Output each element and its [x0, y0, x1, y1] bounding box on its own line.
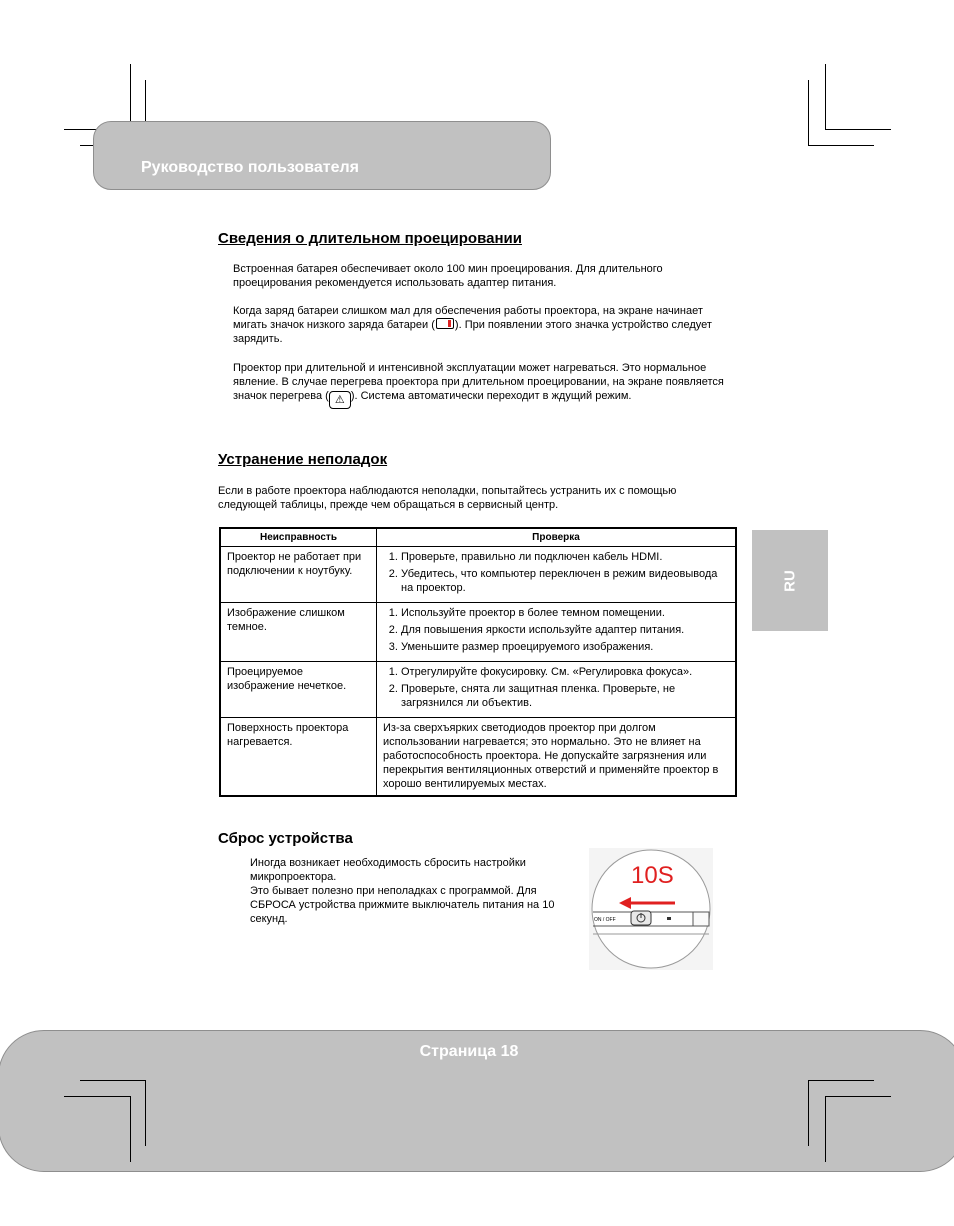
- column-header: Проверка: [377, 528, 737, 547]
- problem-cell: Изображение слишком темное.: [220, 603, 377, 662]
- crop-mark: [808, 1080, 874, 1081]
- document-title: Руководство пользователя: [141, 159, 359, 176]
- table-row: [220, 718, 736, 797]
- overheat-icon: ⚠: [329, 391, 351, 409]
- check-cell: [377, 547, 737, 603]
- list-item: 1. Отрегулируйте фокусировку. См. «Регулировка фокуса».: [401, 665, 729, 679]
- timer-label: 10S: [631, 862, 674, 889]
- table-row: [220, 603, 736, 662]
- crop-mark: [808, 80, 809, 146]
- table-row: [220, 547, 736, 603]
- crop-mark: [825, 1096, 891, 1097]
- language-tab: [752, 530, 828, 631]
- list-item: 3. Уменьшите размер проецируемого изображения.: [401, 640, 729, 654]
- header-banner: [93, 121, 551, 190]
- list-item: 1. Используйте проектор в более темном помещении.: [401, 606, 729, 620]
- problem-cell: Проектор не работает при подключении к ноутбуку.: [220, 547, 377, 603]
- paragraph: Встроенная батарея обеспечивает около 100 мин проецирования. Для длительного проецирования рекомендуется использовать адаптер питания.: [233, 263, 663, 289]
- paragraph: Если в работе проектора наблюдаются неполадки, попытайтесь устранить их с помощью следующей таблицы, прежде чем обращаться в сервисный центр.: [218, 485, 677, 511]
- list-item: 2. Проверьте, снята ли защитная пленка. Проверьте, не загрязнился ли объектив.: [401, 682, 729, 710]
- page-number: Страница 18: [419, 1043, 519, 1060]
- reset-illustration: [589, 848, 713, 970]
- paragraph: Иногда возникает необходимость сбросить настройки микропроектора.: [250, 857, 526, 883]
- footer-banner: [0, 1030, 954, 1172]
- crop-mark: [825, 1096, 826, 1162]
- paragraph: Проектор при длительной и интенсивной эксплуатации может нагреваться. Это нормальное явление. В случае перегрева проектора при длительном проецировании, на экране появляется значок перегрева ( ⚠ ). Система автоматически переходит в ждущий режим.: [233, 361, 733, 409]
- switch-label: ON / OFF: [594, 917, 616, 923]
- check-cell: Из-за сверхъярких светодиодов проектор при долгом использовании нагревается; это нормально. Это не влияет на работоспособность проектора. Не допускайте загрязнения или перекрытия вентиляционных отверстий и применяйте проектор в хорошо вентилируемых местах.: [377, 718, 737, 797]
- lock-icon: [667, 917, 671, 920]
- crop-mark: [808, 145, 874, 146]
- crop-mark: [64, 1096, 130, 1097]
- language-label: RU: [781, 569, 799, 592]
- crop-mark: [825, 64, 826, 130]
- crop-mark: [80, 1080, 146, 1081]
- section-title-reset: Сброс устройства: [218, 830, 353, 847]
- list-item: 2. Убедитесь, что компьютер переключен в режим видеовывода на проектор.: [401, 567, 729, 595]
- section-title-troubleshooting: Устранение неполадок: [218, 451, 388, 468]
- table-header-row: [220, 528, 736, 547]
- list-item: 2. Для повышения яркости используйте адаптер питания.: [401, 623, 729, 637]
- crop-mark: [130, 1096, 131, 1162]
- low-battery-icon: [436, 318, 454, 329]
- problem-cell: Поверхность проектора нагревается.: [220, 718, 377, 797]
- problem-cell: Проецируемое изображение нечеткое.: [220, 662, 377, 718]
- list-item: 1. Проверьте, правильно ли подключен кабель HDMI.: [401, 550, 729, 564]
- check-cell: [377, 662, 737, 718]
- table-row: [220, 662, 736, 718]
- troubleshooting-table: [219, 527, 737, 797]
- crop-mark: [145, 1080, 146, 1146]
- paragraph: Это бывает полезно при неполадках с программой. Для СБРОСА устройства прижмите выключатель питания на 10 секунд.: [250, 885, 555, 925]
- crop-mark: [808, 1080, 809, 1146]
- check-cell: [377, 603, 737, 662]
- crop-mark: [825, 129, 891, 130]
- section-title-long-projection: Сведения о длительном проецировании: [218, 230, 522, 247]
- paragraph: Когда заряд батареи слишком мал для обеспечения работы проектора, на экране начинает мигать значок низкого заряда батареи ( ). При появлении этого значка устройство следует зарядить.: [233, 305, 712, 345]
- column-header: Неисправность: [220, 528, 377, 547]
